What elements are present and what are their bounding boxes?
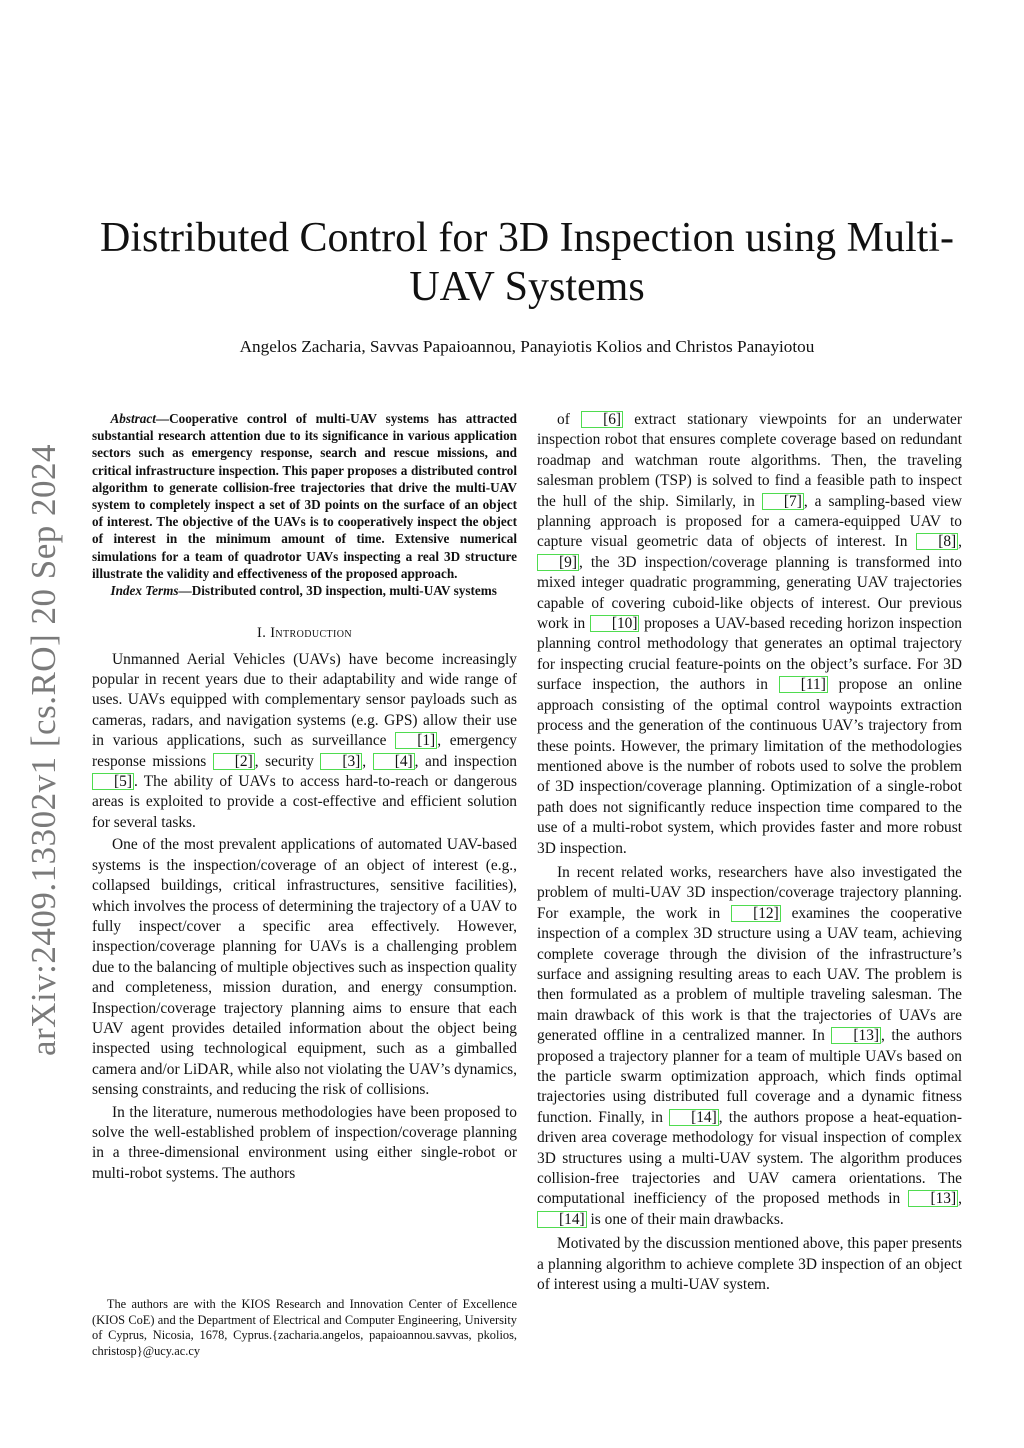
text-run: , security — [254, 752, 321, 770]
citation-link[interactable]: [5] — [92, 773, 134, 790]
text-run: , the authors proposed a trajectory planner for a team of multiple UAVs based on the particle swarm optimization approach, which finds optimal trajectories using distributed full coverage and a dynamic fitness function. Finally, in — [537, 1027, 962, 1126]
index-terms-label: Index Terms — [110, 583, 179, 599]
intro-paragraph-5: Motivated by the discussion mentioned above, this paper presents a planning algorithm to achieve complete 3D inspection of an object of interest using a multi-UAV system. — [537, 1235, 962, 1294]
text-run: In recent related works, researchers have also investigated the problem of multi-UAV 3D inspection/coverage trajectory planning. For example, the work in — [537, 863, 962, 922]
abstract-label: Abstract — [110, 411, 156, 426]
section-heading — [92, 623, 517, 643]
citation-link[interactable]: [13] — [908, 1190, 958, 1207]
citation-link[interactable]: [4] — [373, 753, 415, 770]
text-run: , and inspection — [414, 752, 517, 770]
citation-link[interactable]: [8] — [916, 533, 958, 550]
paper-title: Distributed Control for 3D Inspection using Multi-UAV Systems — [100, 215, 954, 310]
text-run: is one of their main drawbacks. — [586, 1210, 784, 1228]
citation-link[interactable]: [6] — [581, 411, 623, 428]
text-run: propose an online approach consisting of the optimal control waypoints extraction process and the generation of the continuous UAV’s trajectory from these points. However, the primary limitation of the methodologies mentioned above is the number of robots used to solve the problem of 3D inspection/coverage planning. Optimization of a single-robot path does not significantly reduce inspection time compared to the use of a multi-robot system, which provides faster and more robust 3D inspection. — [537, 676, 963, 857]
citation-link[interactable]: [11] — [779, 676, 828, 693]
intro-paragraph-3-continued — [537, 410, 962, 859]
intro-paragraph-4 — [537, 863, 962, 1230]
intro-paragraph-2: One of the most prevalent applications of automated UAV-based systems is the inspection/coverage of an object of interest (e.g., collapsed buildings, critical infrastructures, sensitive facilities), which involves the process of determining the trajectory of a UAV to fully inspect/cover a specific area effectively. However, inspection/coverage planning for UAVs is a challenging problem due to the balancing of multiple objectives such as inspection quality and completeness, mission duration, and energy consumption. Inspection/coverage trajectory planning aims to ensure that each UAV agent provides detailed information about the object being inspected using technological equipment, such as a gimballed camera and/or LiDAR, while also not violating the UAV’s dynamics, sensing constraints, and reducing the risk of collisions. — [92, 836, 518, 1099]
citation-link[interactable]: [13] — [831, 1027, 881, 1044]
citation-link[interactable]: [2] — [213, 753, 255, 770]
author-list: Angelos Zacharia, Savvas Papaioannou, Panayiotis Kolios and Christos Panayiotou — [239, 337, 815, 356]
citation-link[interactable]: [10] — [590, 615, 640, 632]
text-run: , — [362, 752, 373, 770]
intro-paragraph-1 — [92, 650, 517, 834]
text-run: , — [958, 533, 962, 551]
author-affiliation-footnote: The authors are with the KIOS Research and Innovation Center of Excellence (KIOS CoE) and the Department of Electrical and Computer Engineering, University of Cyprus, Nicosia, 1678, Cyprus.{zacharia.angelos, papaioannou.savvas, pkolios, christosp}@ucy.ac.cy — [92, 1297, 517, 1358]
intro-paragraph-3: In the literature, numerous methodologies have been proposed to solve the well-established problem of inspection/coverage planning in a three-dimensional environment using either single-robot or multi-robot systems. The authors — [92, 1103, 517, 1182]
text-run: of — [557, 411, 582, 428]
right-column — [537, 410, 962, 1295]
arxiv-identifier-stamp — [14, 440, 74, 1060]
index-terms-text: —Distributed control, 3D inspection, multi-UAV systems — [178, 583, 497, 599]
text-run: proposes a UAV-based receding horizon inspection planning control methodology that generates an optimal trajectory for inspecting crucial feature-points on the object’s surface. For 3D surface inspection, the authors in — [537, 615, 962, 694]
text-run: Unmanned Aerial Vehicles (UAVs) have become increasingly popular in recent years due to their adaptability and wide range of uses. UAVs equipped with complementary sensor payloads such as cameras, radars, and navigation systems (e.g. GPS) allow their use in various applications, such as surveillance — [92, 650, 517, 750]
section-title: Introduction — [270, 625, 352, 642]
citation-link[interactable]: [7] — [762, 493, 804, 510]
text-run: , the authors propose a heat-equation-driven area coverage methodology for visual inspection of complex 3D structures using a multi-UAV system. The algorithm produces collision-free trajectories and UAV camera orientations. The computational inefficiency of the proposed methods in — [537, 1108, 962, 1208]
text-run: , the 3D inspection/coverage planning is transformed into mixed integer quadratic programming, generating UAV trajectories capable of covering cuboid-like objects of interest. Our previous work in — [537, 553, 962, 633]
abstract-text: —Cooperative control of multi-UAV systems has attracted substantial research attention due to its significance in various application sectors such as emergency response, search and rescue missions, and critical infrastructure inspection. This paper proposes a distributed control algorithm to generate collision-free trajectories that drive the multi-UAV system to completely inspect a set of 3D points on the surface of an object of interest. The objective of the UAVs is to cooperatively inspect the object of interest in the minimum amount of time. Extensive numerical simulations for a team of quadrotor UAVs inspecting a real 3D structure illustrate the validity and effectiveness of the proposed approach. — [92, 411, 517, 581]
text-run: , — [958, 1190, 962, 1208]
citation-link[interactable]: [3] — [320, 753, 362, 770]
text-run: , emergency response missions — [92, 732, 517, 770]
section-number: I. — [257, 625, 271, 642]
abstract — [92, 410, 517, 582]
left-column — [92, 410, 517, 1184]
citation-link[interactable]: [1] — [395, 732, 437, 749]
citation-link[interactable]: [14] — [669, 1109, 719, 1126]
index-terms — [92, 582, 517, 599]
arxiv-stamp-text: arXiv:2409.13302v1 [cs.RO] 20 Sep 2024 — [24, 443, 64, 1057]
citation-link[interactable]: [14] — [537, 1211, 587, 1228]
text-run: extract stationary viewpoints for an underwater inspection robot that ensures complete coverage based on redundant roadmap and watchman route algorithms. Then, the traveling salesman problem (TSP) is solved to find a feasible path to inspect the hull of the ship. Similarly, in — [537, 411, 962, 510]
text-run: examines the cooperative inspection of a complex 3D structure using a UAV team, achieving complete coverage through the division of the infrastructure’s surface and assigning resulting areas to each UAV. The problem is then formulated as a problem of multiple traveling salesman. The main drawback of this work is that the trajectories of UAVs are generated offline in a centralized manner. In — [537, 904, 962, 1045]
text-run: . The ability of UAVs to access hard-to-reach or dangerous areas is exploited to provide a cost-effective and efficient solution for several tasks. — [92, 773, 517, 831]
text-run: , a sampling-based view planning approach is proposed for a camera-equipped UAV to capture visual geometric data of objects of interest. In — [537, 492, 962, 551]
citation-link[interactable]: [9] — [537, 554, 579, 571]
citation-link[interactable]: [12] — [731, 905, 781, 922]
